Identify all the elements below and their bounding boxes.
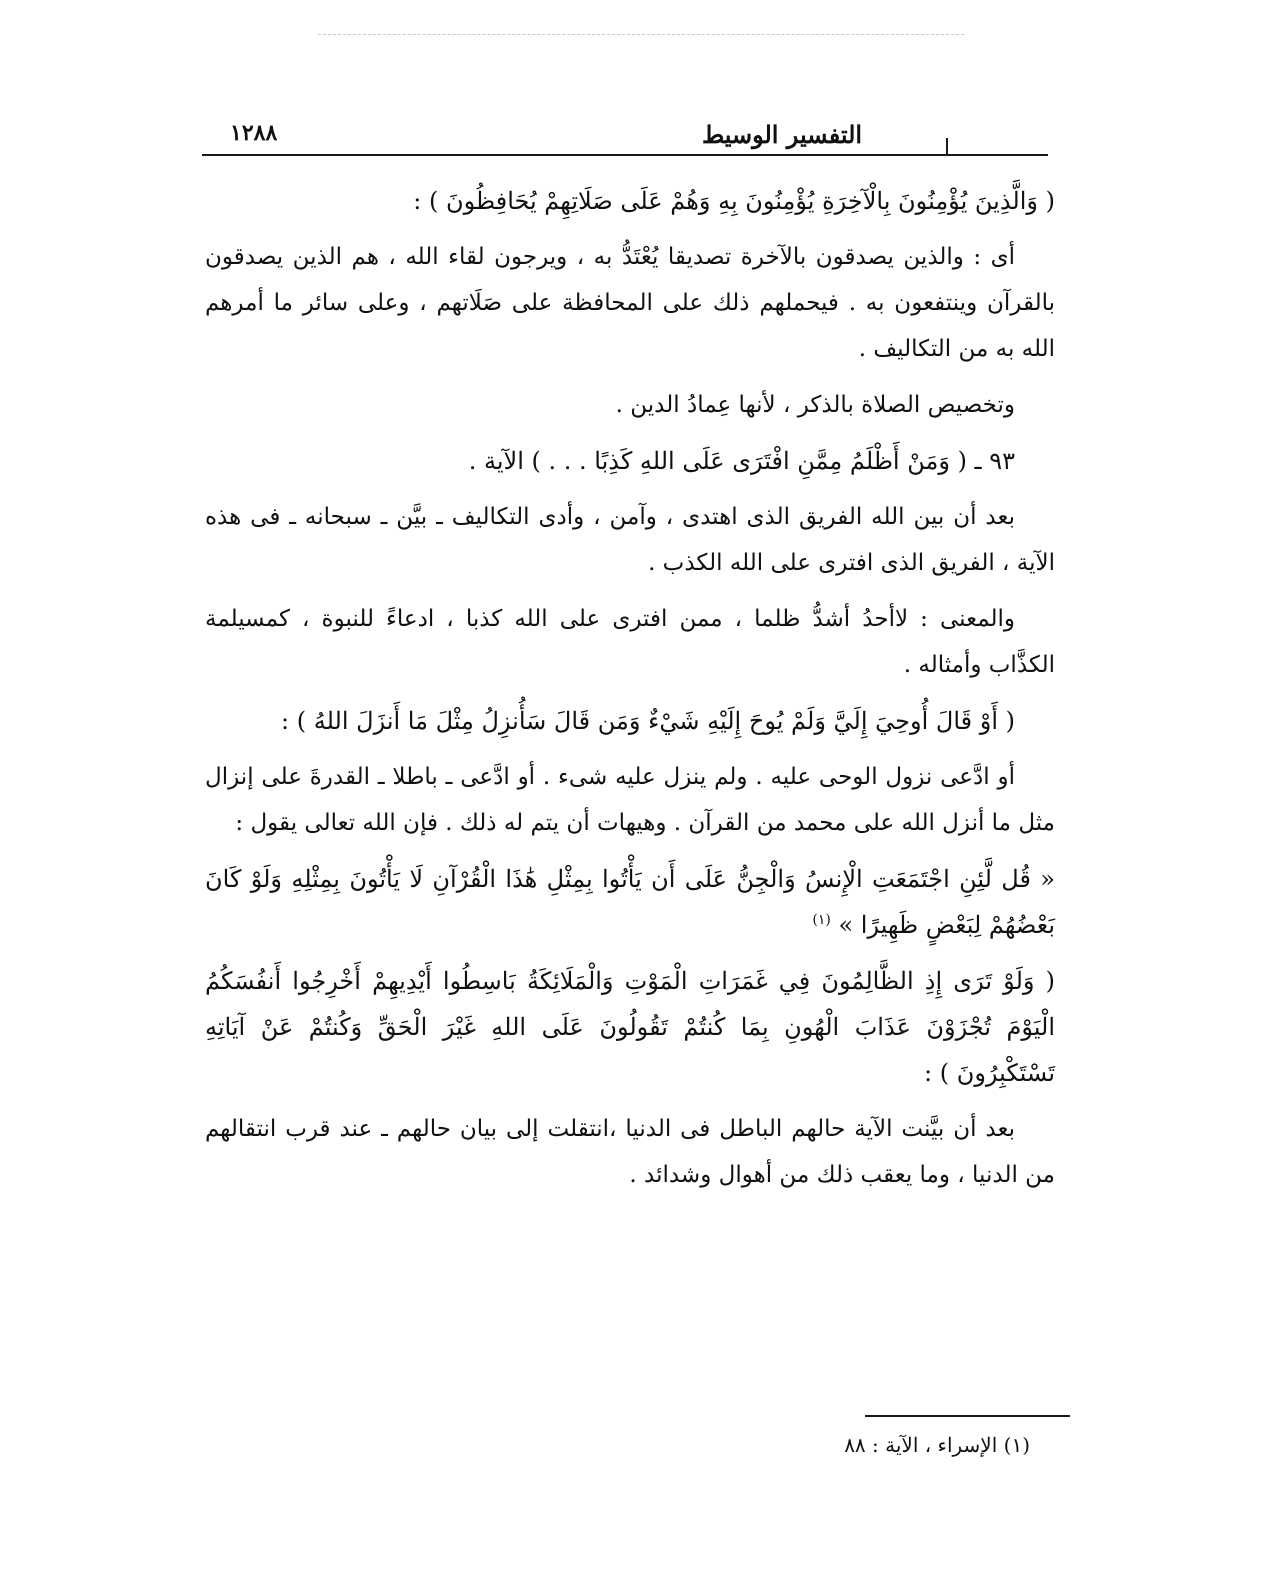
page-number: ١٢٨٨ (230, 120, 278, 146)
commentary-paragraph: بعد أن بيَّنت الآية حالهم الباطل فى الدنيا ،انتقلت إلى بيان حالهم ـ عند قرب انتقالهم من الدنيا ، وما يعقب ذلك من أهوال وشدائد . (205, 1116, 1055, 1188)
running-title: التفسير الوسيط (701, 120, 863, 149)
verse-paragraph: ( وَلَوْ تَرَى إِذِ الظَّالِمُونَ فِي غَمَرَاتِ الْمَوْتِ وَالْمَلَائِكَةُ بَاسِطُوا أَيْدِيهِمْ أَخْرِجُوا أَنفُسَكُمُ الْيَوْمَ تُجْزَوْنَ عَذَابَ الْهُونِ بِمَا كُنتُمْ تَقُولُونَ عَلَى اللهِ غَيْرَ الْحَقِّ وَكُنتُمْ عَنْ آيَاتِهِ تَسْتَكْبِرُونَ ) : (205, 967, 1055, 1087)
footnote: (١) الإسراء ، الآية : ٨٨ (844, 1433, 1030, 1457)
verse-paragraph: ( وَالَّذِينَ يُؤْمِنُونَ بِالْآخِرَةِ يُؤْمِنُونَ بِهِ وَهُمْ عَلَى صَلَاتِهِمْ يُحَافِظُونَ ) : (413, 187, 1055, 215)
header-divider (946, 138, 948, 154)
commentary-paragraph: والمعنى : لاأحدُ أشدُّ ظلما ، ممن افترى على الله كذبا ، ادعاءً للنبوة ، كمسيلمة الكذَّاب وأمثاله . (205, 606, 1055, 678)
commentary-paragraph: بعد أن بين الله الفريق الذى اهتدى ، وآمن ، وأدى التكاليف ـ بيَّن ـ سبحانه ـ فى هذه الآية ، الفريق الذى افترى على الله الكذب . (205, 504, 1055, 576)
verse-paragraph: ( أَوْ قَالَ أُوحِيَ إِلَيَّ وَلَمْ يُوحَ إِلَيْهِ شَيْءٌ وَمَن قَالَ سَأُنزِلُ مِثْلَ مَا أَنزَلَ اللهُ ) : (281, 707, 1015, 735)
quoted-verse-text: « قُل لَّئِنِ اجْتَمَعَتِ الْإِنسُ وَالْجِنُّ عَلَى أَن يَأْتُوا بِمِثْلِ هَٰذَا الْقُرْآنِ لَا يَأْتُونَ بِمِثْلِهِ وَلَوْ كَانَ بَعْضُهُمْ لِبَعْضٍ ظَهِيرًا » (205, 865, 1055, 939)
page-header (202, 118, 1048, 156)
footnote-rule (865, 1415, 1070, 1417)
quoted-verse (205, 856, 1055, 948)
commentary-paragraph: وتخصيص الصلاة بالذكر ، لأنها عِمادُ الدين . (615, 392, 1015, 418)
verse-heading-93: ٩٣ ـ ( وَمَنْ أَظْلَمُ مِمَّنِ افْتَرَى عَلَى اللهِ كَذِبًا . . . ) الآية . (468, 447, 1015, 475)
commentary-paragraph: أى : والذين يصدقون بالآخرة تصديقا يُعْتَدُّ به ، ويرجون لقاء الله ، هم الذين يصدقون بالقرآن وينتفعون به . فيحملهم ذلك على المحافظة على صَلَاتهم ، وعلى سائر ما أمرهم الله به من التكاليف . (205, 244, 1055, 362)
footnote-reference: (١) (812, 912, 831, 928)
scan-edge-line (318, 34, 964, 35)
page-body (205, 178, 1055, 1208)
commentary-paragraph: أو ادَّعى نزول الوحى عليه . ولم ينزل عليه شىء . أو ادَّعى ـ باطلا ـ القدرةَ على إنزال مثل ما أنزل الله على محمد من القرآن . وهيهات أن يتم له ذلك . فإن الله تعالى يقول : (205, 764, 1055, 836)
